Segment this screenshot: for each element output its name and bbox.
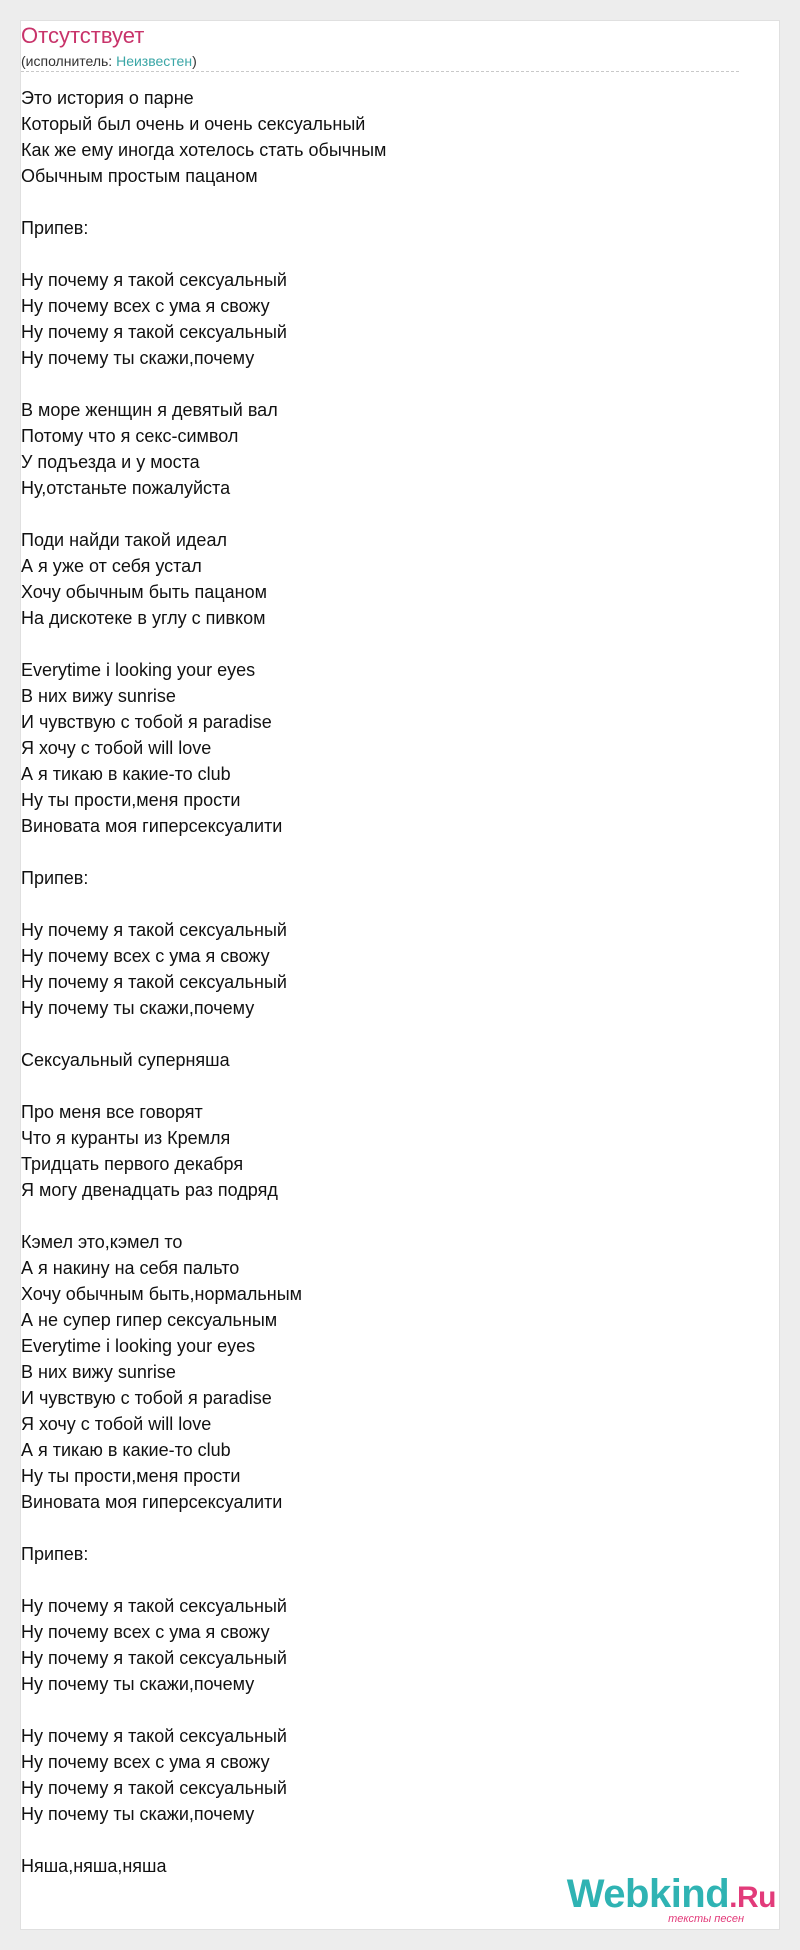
logo-tagline: тексты песен	[668, 1913, 744, 1925]
lyric-line: Который был очень и очень сексуальный	[21, 114, 366, 134]
lyric-line: Ну ты прости,меня прости	[21, 790, 241, 810]
lyric-line: Ну почему всех с ума я свожу	[21, 946, 270, 966]
lyric-line: Ну почему я такой сексуальный	[21, 322, 287, 342]
lyric-line: Я могу двенадцать раз подряд	[21, 1180, 278, 1200]
lyric-line: А я тикаю в какие-то club	[21, 1440, 231, 1460]
lyric-line	[21, 1827, 739, 1853]
lyric-line: Виновата моя гиперсексуалити	[21, 816, 283, 836]
lyric-line	[21, 839, 739, 865]
lyric-line	[21, 189, 739, 215]
lyric-line: Ну почему я такой сексуальный	[21, 972, 287, 992]
lyric-line: Как же ему иногда хотелось стать обычным	[21, 140, 387, 160]
lyric-line	[21, 631, 739, 657]
lyric-line: В них вижу sunrise	[21, 1362, 176, 1382]
lyric-line: И чувствую с тобой я paradise	[21, 1388, 272, 1408]
song-title: Отсутствует	[21, 23, 145, 48]
lyric-line	[21, 241, 739, 267]
lyric-line: Про меня все говорят	[21, 1102, 203, 1122]
logo-tld: .Ru	[729, 1881, 776, 1914]
lyric-line: Ну ты прости,меня прости	[21, 1466, 241, 1486]
lyric-line: Ну почему ты скажи,почему	[21, 1804, 255, 1824]
lyric-line: Хочу обычным быть пацаном	[21, 582, 267, 602]
lyric-line: Ну почему всех с ума я свожу	[21, 1752, 270, 1772]
lyric-line: В них вижу sunrise	[21, 686, 176, 706]
logo-word: Webkind	[566, 1872, 730, 1916]
lyric-line: А не супер гипер сексуальным	[21, 1310, 278, 1330]
lyric-line: Ну почему я такой сексуальный	[21, 1596, 287, 1616]
artist-prefix: (исполнитель:	[21, 53, 117, 69]
lyric-line: Everytime i looking your eyes	[21, 660, 256, 680]
lyric-line	[21, 1697, 739, 1723]
lyric-line: На дискотеке в углу с пивком	[21, 608, 266, 628]
lyric-line: Ну,отстаньте пожалуйста	[21, 478, 231, 498]
lyric-line	[21, 1073, 739, 1099]
lyric-line: Припев:	[21, 1544, 89, 1564]
lyric-line: В море женщин я девятый вал	[21, 400, 278, 420]
lyric-line: Виновата моя гиперсексуалити	[21, 1492, 283, 1512]
lyric-line: Тридцать первого декабря	[21, 1154, 244, 1174]
lyric-line: Ну почему я такой сексуальный	[21, 1648, 287, 1668]
webkind-logo[interactable]	[566, 1872, 776, 1928]
lyric-line: Everytime i looking your eyes	[21, 1336, 256, 1356]
lyric-line	[21, 1567, 739, 1593]
lyric-line: Ну почему ты скажи,почему	[21, 348, 255, 368]
lyric-line: Ну почему всех с ума я свожу	[21, 296, 270, 316]
header-divider	[21, 71, 739, 72]
lyric-line: Ну почему ты скажи,почему	[21, 1674, 255, 1694]
lyric-line: Припев:	[21, 868, 89, 888]
lyric-line: А я тикаю в какие-то club	[21, 764, 231, 784]
lyric-line: Потому что я секс-символ	[21, 426, 239, 446]
lyric-line: Ну почему ты скажи,почему	[21, 998, 255, 1018]
lyric-line: А я уже от себя устал	[21, 556, 202, 576]
lyric-line	[21, 501, 739, 527]
lyric-line: Это история о парне	[21, 88, 194, 108]
lyric-line: Ну почему я такой сексуальный	[21, 920, 287, 940]
lyric-line: Сексуальный суперняша	[21, 1050, 230, 1070]
lyric-line: Ну почему я такой сексуальный	[21, 270, 287, 290]
lyric-line: Обычным простым пацаном	[21, 166, 258, 186]
artist-suffix: )	[192, 53, 197, 69]
lyric-line: Кэмел это,кэмел то	[21, 1232, 183, 1252]
lyric-line: Я хочу с тобой will love	[21, 738, 212, 758]
song-header	[21, 22, 739, 70]
lyric-line: Припев:	[21, 218, 89, 238]
lyric-line: А я накину на себя пальто	[21, 1258, 240, 1278]
lyric-line: Ну почему всех с ума я свожу	[21, 1622, 270, 1642]
lyric-line: Няша,няша,няша	[21, 1856, 167, 1876]
artist-link[interactable]: Неизвестен	[116, 53, 193, 69]
lyric-line: Я хочу с тобой will love	[21, 1414, 212, 1434]
lyric-line: Ну почему я такой сексуальный	[21, 1778, 287, 1798]
lyric-line: Поди найди такой идеал	[21, 530, 227, 550]
artist-line	[21, 52, 739, 70]
lyric-line	[21, 371, 739, 397]
lyric-line: И чувствую с тобой я paradise	[21, 712, 272, 732]
lyric-line: У подъезда и у моста	[21, 452, 200, 472]
lyric-line	[21, 1021, 739, 1047]
lyric-line	[21, 891, 739, 917]
lyric-line: Что я куранты из Кремля	[21, 1128, 231, 1148]
lyric-line: Ну почему я такой сексуальный	[21, 1726, 287, 1746]
lyric-line: Хочу обычным быть,нормальным	[21, 1284, 303, 1304]
lyric-line	[21, 1515, 739, 1541]
lyric-line	[21, 1203, 739, 1229]
lyrics-text	[21, 85, 739, 1879]
